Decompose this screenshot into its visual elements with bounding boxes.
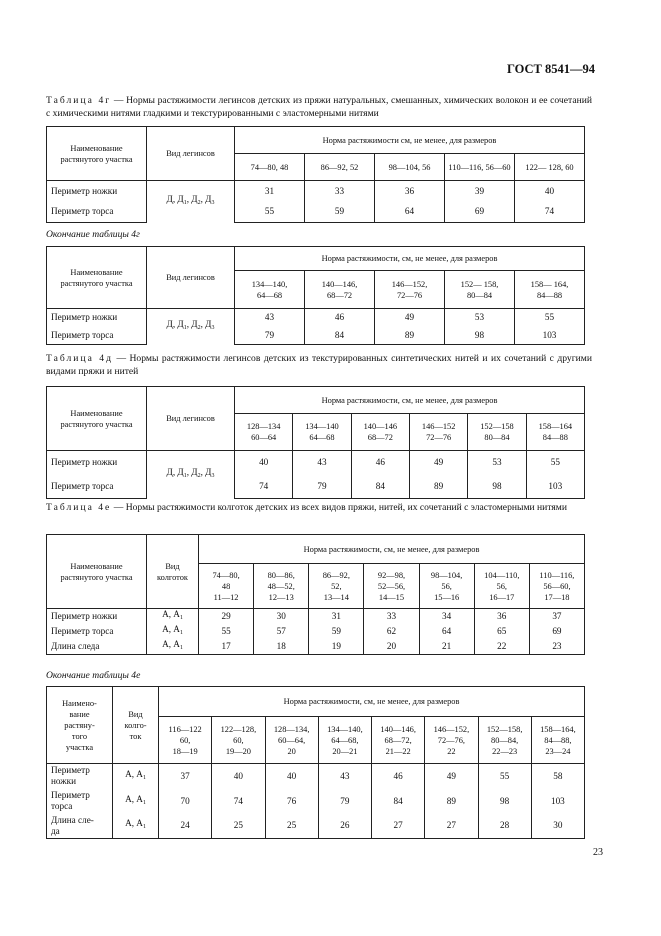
col-header-kind: Вид легинсов bbox=[147, 127, 235, 181]
value-cell: 98 bbox=[468, 475, 526, 499]
col-header-norm: Норма растяжимости, см, не менее, для размеров bbox=[235, 247, 585, 271]
size-header: 146—152, 72—76 bbox=[375, 271, 445, 309]
table-row bbox=[47, 202, 585, 223]
table-4g bbox=[46, 126, 585, 223]
standard-number: ГОСТ 8541—94 bbox=[506, 62, 595, 76]
value-cell: 22 bbox=[474, 639, 529, 655]
value-cell: 103 bbox=[531, 789, 584, 814]
value-cell: 84 bbox=[372, 789, 425, 814]
value-cell: 17 bbox=[199, 639, 254, 655]
col-header-kind: Вид колготок bbox=[147, 535, 199, 609]
size-header: 158— 164, 84—88 bbox=[515, 271, 585, 309]
value-cell: 18 bbox=[254, 639, 309, 655]
table-row bbox=[47, 309, 585, 327]
size-header: 92—98, 52—56, 14—15 bbox=[364, 564, 419, 609]
value-cell: 89 bbox=[409, 475, 467, 499]
value-cell: 46 bbox=[305, 309, 375, 327]
size-header: 98—104, 56 bbox=[375, 154, 445, 181]
col-header-kind: Вид легинсов bbox=[147, 387, 235, 451]
value-cell: 27 bbox=[425, 814, 478, 839]
table-4g-cont-caption: Окончание таблицы 4г bbox=[46, 229, 140, 240]
table-4e bbox=[46, 534, 585, 655]
table-row bbox=[47, 789, 585, 814]
value-cell: 31 bbox=[309, 609, 364, 625]
value-cell: 49 bbox=[425, 764, 478, 789]
table-4g-cont bbox=[46, 246, 585, 345]
kind-cell: А, $А_1$ bbox=[147, 624, 199, 639]
size-header: 128—134, 60—64, 20 bbox=[265, 717, 318, 764]
size-header: 152— 158, 80—84 bbox=[445, 271, 515, 309]
value-cell: 19 bbox=[309, 639, 364, 655]
value-cell: 43 bbox=[235, 309, 305, 327]
value-cell: 65 bbox=[474, 624, 529, 639]
kind-cell: Д, $Д_1$, $Д_2$, $Д_3$ bbox=[147, 309, 235, 345]
size-header: 134—140 64—68 bbox=[293, 414, 351, 451]
table-4d bbox=[46, 386, 585, 499]
value-cell: 37 bbox=[159, 764, 212, 789]
value-cell: 103 bbox=[526, 475, 584, 499]
value-cell: 74 bbox=[515, 202, 585, 223]
size-header: 152—158, 80—84, 22—23 bbox=[478, 717, 531, 764]
size-header: 152—158 80—84 bbox=[468, 414, 526, 451]
value-cell: 36 bbox=[474, 609, 529, 625]
size-header: 146—152, 72—76, 22 bbox=[425, 717, 478, 764]
value-cell: 70 bbox=[159, 789, 212, 814]
value-cell: 64 bbox=[419, 624, 474, 639]
value-cell: 53 bbox=[445, 309, 515, 327]
value-cell: 49 bbox=[409, 451, 467, 475]
size-header: 98—104, 56, 15—16 bbox=[419, 564, 474, 609]
size-header: 140—146, 68—72 bbox=[305, 271, 375, 309]
table-row bbox=[47, 624, 585, 639]
value-cell: 79 bbox=[293, 475, 351, 499]
size-header: 128—134 60—64 bbox=[235, 414, 293, 451]
col-header-norm: Норма растяжимости, см, не менее, для размеров bbox=[159, 687, 585, 717]
size-header: 74—80, 48 11—12 bbox=[199, 564, 254, 609]
table-4e-cont bbox=[46, 686, 585, 839]
col-header-norm: Норма растяжимости см, не менее, для размеров bbox=[235, 127, 585, 154]
size-header: 74—80, 48 bbox=[235, 154, 305, 181]
size-header: 110—116, 56—60 bbox=[445, 154, 515, 181]
size-header: 140—146 68—72 bbox=[351, 414, 409, 451]
value-cell: 69 bbox=[529, 624, 584, 639]
value-cell: 37 bbox=[529, 609, 584, 625]
kind-cell: А, $А_1$ bbox=[113, 789, 159, 814]
col-header-name: Наименование растянутого участка bbox=[47, 127, 147, 181]
row-name: Периметр торса bbox=[47, 327, 147, 345]
value-cell: 103 bbox=[515, 327, 585, 345]
value-cell: 43 bbox=[318, 764, 371, 789]
value-cell: 55 bbox=[235, 202, 305, 223]
value-cell: 69 bbox=[445, 202, 515, 223]
value-cell: 28 bbox=[478, 814, 531, 839]
size-header: 158—164 84—88 bbox=[526, 414, 584, 451]
row-name: Периметр торса bbox=[47, 789, 113, 814]
row-name: Длина сле- да bbox=[47, 814, 113, 839]
page-number: 23 bbox=[593, 847, 603, 858]
table-row bbox=[47, 475, 585, 499]
value-cell: 79 bbox=[318, 789, 371, 814]
table-row bbox=[47, 181, 585, 202]
value-cell: 27 bbox=[372, 814, 425, 839]
row-name: Периметр ножки bbox=[47, 181, 147, 202]
value-cell: 55 bbox=[515, 309, 585, 327]
col-header-norm: Норма растяжимости, см, не менее, для размеров bbox=[235, 387, 585, 414]
value-cell: 46 bbox=[351, 451, 409, 475]
col-header-name: Наименование растянутого участка bbox=[47, 387, 147, 451]
value-cell: 84 bbox=[351, 475, 409, 499]
row-name: Периметр торса bbox=[47, 624, 147, 639]
value-cell: 55 bbox=[478, 764, 531, 789]
table-row bbox=[47, 451, 585, 475]
table-4g-caption-text: — Нормы растяжимости легинсов детских из пряжи натуральных, смешанных, химических волокон и ее сочетаний с химическими нитями гладкими и текстурированными с эластомерными нитями bbox=[46, 95, 592, 119]
kind-cell: А, $А_1$ bbox=[147, 609, 199, 625]
size-header: 134—140, 64—68 bbox=[235, 271, 305, 309]
value-cell: 29 bbox=[199, 609, 254, 625]
value-cell: 40 bbox=[265, 764, 318, 789]
value-cell: 26 bbox=[318, 814, 371, 839]
kind-cell: А, $А_1$ bbox=[113, 814, 159, 839]
table-row bbox=[47, 639, 585, 655]
col-header-name: Наимено- вание растяну- того участка bbox=[47, 687, 113, 764]
value-cell: 30 bbox=[531, 814, 584, 839]
value-cell: 46 bbox=[372, 764, 425, 789]
value-cell: 39 bbox=[445, 181, 515, 202]
table-4e-caption-lead: Таблица 4е bbox=[46, 502, 112, 513]
value-cell: 79 bbox=[235, 327, 305, 345]
kind-cell: А, $А_1$ bbox=[113, 764, 159, 789]
value-cell: 89 bbox=[425, 789, 478, 814]
col-header-kind: Вид легинсов bbox=[147, 247, 235, 309]
table-row bbox=[47, 814, 585, 839]
value-cell: 76 bbox=[265, 789, 318, 814]
size-header: 134—140, 64—68, 20—21 bbox=[318, 717, 371, 764]
size-header: 122—128, 60, 19—20 bbox=[212, 717, 265, 764]
col-header-kind: Вид колго- ток bbox=[113, 687, 159, 764]
value-cell: 55 bbox=[199, 624, 254, 639]
row-name: Периметр ножки bbox=[47, 764, 113, 789]
value-cell: 59 bbox=[305, 202, 375, 223]
value-cell: 84 bbox=[305, 327, 375, 345]
table-4d-caption-text: — Нормы растяжимости легинсов детских из текстурированных синтетических нитей и их сочетаний с другими видами пряжи и нитей bbox=[46, 353, 592, 377]
table-4g-caption-lead: Таблица 4г bbox=[46, 95, 112, 106]
row-name: Периметр ножки bbox=[47, 451, 147, 475]
value-cell: 25 bbox=[265, 814, 318, 839]
table-4d-caption-lead: Таблица 4д bbox=[46, 353, 113, 364]
value-cell: 40 bbox=[235, 451, 293, 475]
value-cell: 89 bbox=[375, 327, 445, 345]
value-cell: 58 bbox=[531, 764, 584, 789]
table-4g-caption bbox=[46, 95, 592, 120]
row-name: Периметр торса bbox=[47, 202, 147, 223]
value-cell: 43 bbox=[293, 451, 351, 475]
col-header-name: Наименование растянутого участка bbox=[47, 247, 147, 309]
row-name: Периметр торса bbox=[47, 475, 147, 499]
value-cell: 74 bbox=[235, 475, 293, 499]
row-name: Периметр ножки bbox=[47, 609, 147, 625]
value-cell: 49 bbox=[375, 309, 445, 327]
size-header: 86—92, 52 bbox=[305, 154, 375, 181]
value-cell: 20 bbox=[364, 639, 419, 655]
value-cell: 31 bbox=[235, 181, 305, 202]
size-header: 122— 128, 60 bbox=[515, 154, 585, 181]
table-4e-cont-caption: Окончание таблицы 4е bbox=[46, 670, 141, 681]
value-cell: 53 bbox=[468, 451, 526, 475]
table-row bbox=[47, 327, 585, 345]
row-name: Периметр ножки bbox=[47, 309, 147, 327]
row-name: Длина следа bbox=[47, 639, 147, 655]
table-4e-caption bbox=[46, 502, 592, 515]
size-header: 110—116, 56—60, 17—18 bbox=[529, 564, 584, 609]
table-row bbox=[47, 764, 585, 789]
size-header: 86—92, 52, 13—14 bbox=[309, 564, 364, 609]
value-cell: 57 bbox=[254, 624, 309, 639]
table-row bbox=[47, 609, 585, 625]
col-header-name: Наименование растянутого участка bbox=[47, 535, 147, 609]
table-4d-caption bbox=[46, 353, 592, 378]
value-cell: 40 bbox=[212, 764, 265, 789]
size-header: 158—164, 84—88, 23—24 bbox=[531, 717, 584, 764]
size-header: 116—122 60, 18—19 bbox=[159, 717, 212, 764]
col-header-norm: Норма растяжимости, см, не менее, для размеров bbox=[199, 535, 585, 564]
kind-cell: Д, $Д_1$, $Д_2$, $Д_3$ bbox=[147, 451, 235, 499]
size-header: 80—86, 48—52, 12—13 bbox=[254, 564, 309, 609]
value-cell: 36 bbox=[375, 181, 445, 202]
size-header: 146—152 72—76 bbox=[409, 414, 467, 451]
value-cell: 62 bbox=[364, 624, 419, 639]
kind-cell: А, $А_1$ bbox=[147, 639, 199, 655]
value-cell: 98 bbox=[478, 789, 531, 814]
value-cell: 64 bbox=[375, 202, 445, 223]
value-cell: 24 bbox=[159, 814, 212, 839]
size-header: 104—110, 56, 16—17 bbox=[474, 564, 529, 609]
value-cell: 34 bbox=[419, 609, 474, 625]
value-cell: 59 bbox=[309, 624, 364, 639]
table-4e-caption-text: — Нормы растяжимости колготок детских из всех видов пряжи, нитей, их сочетаний с эластомерными нитями bbox=[111, 502, 567, 513]
value-cell: 98 bbox=[445, 327, 515, 345]
value-cell: 40 bbox=[515, 181, 585, 202]
value-cell: 23 bbox=[529, 639, 584, 655]
kind-cell: Д, $Д_1$, $Д_2$, $Д_3$ bbox=[147, 181, 235, 223]
value-cell: 33 bbox=[305, 181, 375, 202]
size-header: 140—146, 68—72, 21—22 bbox=[372, 717, 425, 764]
value-cell: 74 bbox=[212, 789, 265, 814]
value-cell: 30 bbox=[254, 609, 309, 625]
value-cell: 25 bbox=[212, 814, 265, 839]
value-cell: 33 bbox=[364, 609, 419, 625]
value-cell: 21 bbox=[419, 639, 474, 655]
value-cell: 55 bbox=[526, 451, 584, 475]
